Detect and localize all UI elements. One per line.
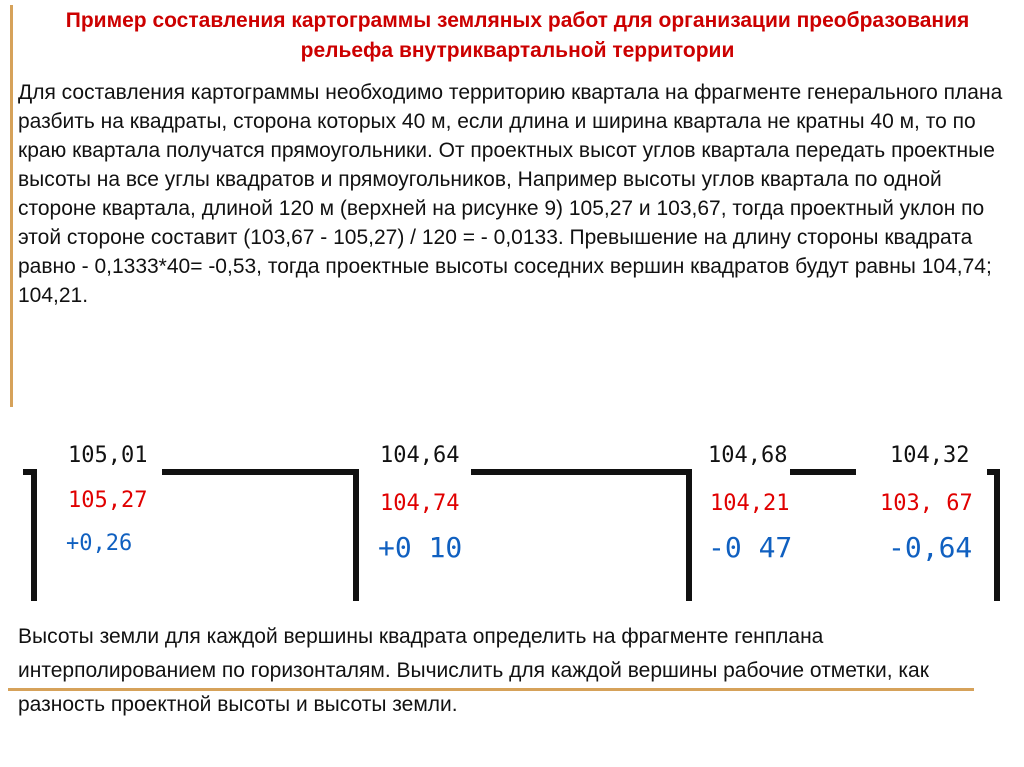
vertex-4-ground-elevation: 104,32 [890, 443, 970, 468]
vertex-3 [708, 443, 792, 564]
vertex-4 [880, 443, 973, 564]
vertex-1-design-elevation: 105,27 [68, 488, 148, 513]
vertex-4-design-elevation: 103, 67 [880, 491, 973, 516]
vertex-3-work-mark: -0 47 [708, 531, 793, 564]
intro-paragraph: Для составления картограммы необходимо территорию квартала на фрагменте генерального плана разбить на квадраты, сторона которых 40 м, если длина и ширина квартала не кратны 40 м, то по краю квартала получатся прямоугольники. От проектных высот углов квартала передать проектные высоты на все углы квадратов и прямоугольников, Например высоты углов квартала по одной стороне квартала, длиной 120 м (верхней на рисунке 9) 105,27 и 103,67, тогда проектный уклон по этой стороне составит (103,67 - 105,27) / 120 = - 0,0133. Превышение на длину стороны квадрата равно - 0,1333*40= -0,53, тогда проектные высоты соседних вершин квадратов будут равны 104,74; 104,21. [18, 81, 1003, 307]
square-1-outline [165, 472, 356, 598]
block-outline-left-corner [26, 472, 34, 598]
vertex-3-design-elevation: 104,21 [710, 491, 790, 516]
vertex-1-work-mark: +0,26 [66, 531, 133, 556]
slide-title: Пример составления картограммы земляных работ для организации преобразования рельефа внутриквартальной территории [65, 9, 970, 62]
vertex-1 [66, 443, 147, 556]
vertex-1-ground-elevation: 105,01 [68, 443, 148, 468]
block-outline [26, 472, 997, 598]
block-outline-right-corner [990, 472, 997, 598]
vertex-3-ground-elevation: 104,68 [708, 443, 788, 468]
vertex-2-design-elevation: 104,74 [380, 491, 460, 516]
vertex-2-work-mark: +0 10 [378, 531, 463, 564]
vertex-4-work-mark: -0,64 [888, 531, 973, 564]
vertex-2-ground-elevation: 104,64 [380, 443, 460, 468]
outro-paragraph: Высоты земли для каждой вершины квадрата определить на фрагменте генплана интерполированием по горизонталям. Вычислить для каждой вершины рабочие отметки, как разность проектной высоты и высоты земли. [18, 625, 929, 716]
vertex-2 [378, 443, 462, 564]
square-2-outline [474, 472, 689, 598]
